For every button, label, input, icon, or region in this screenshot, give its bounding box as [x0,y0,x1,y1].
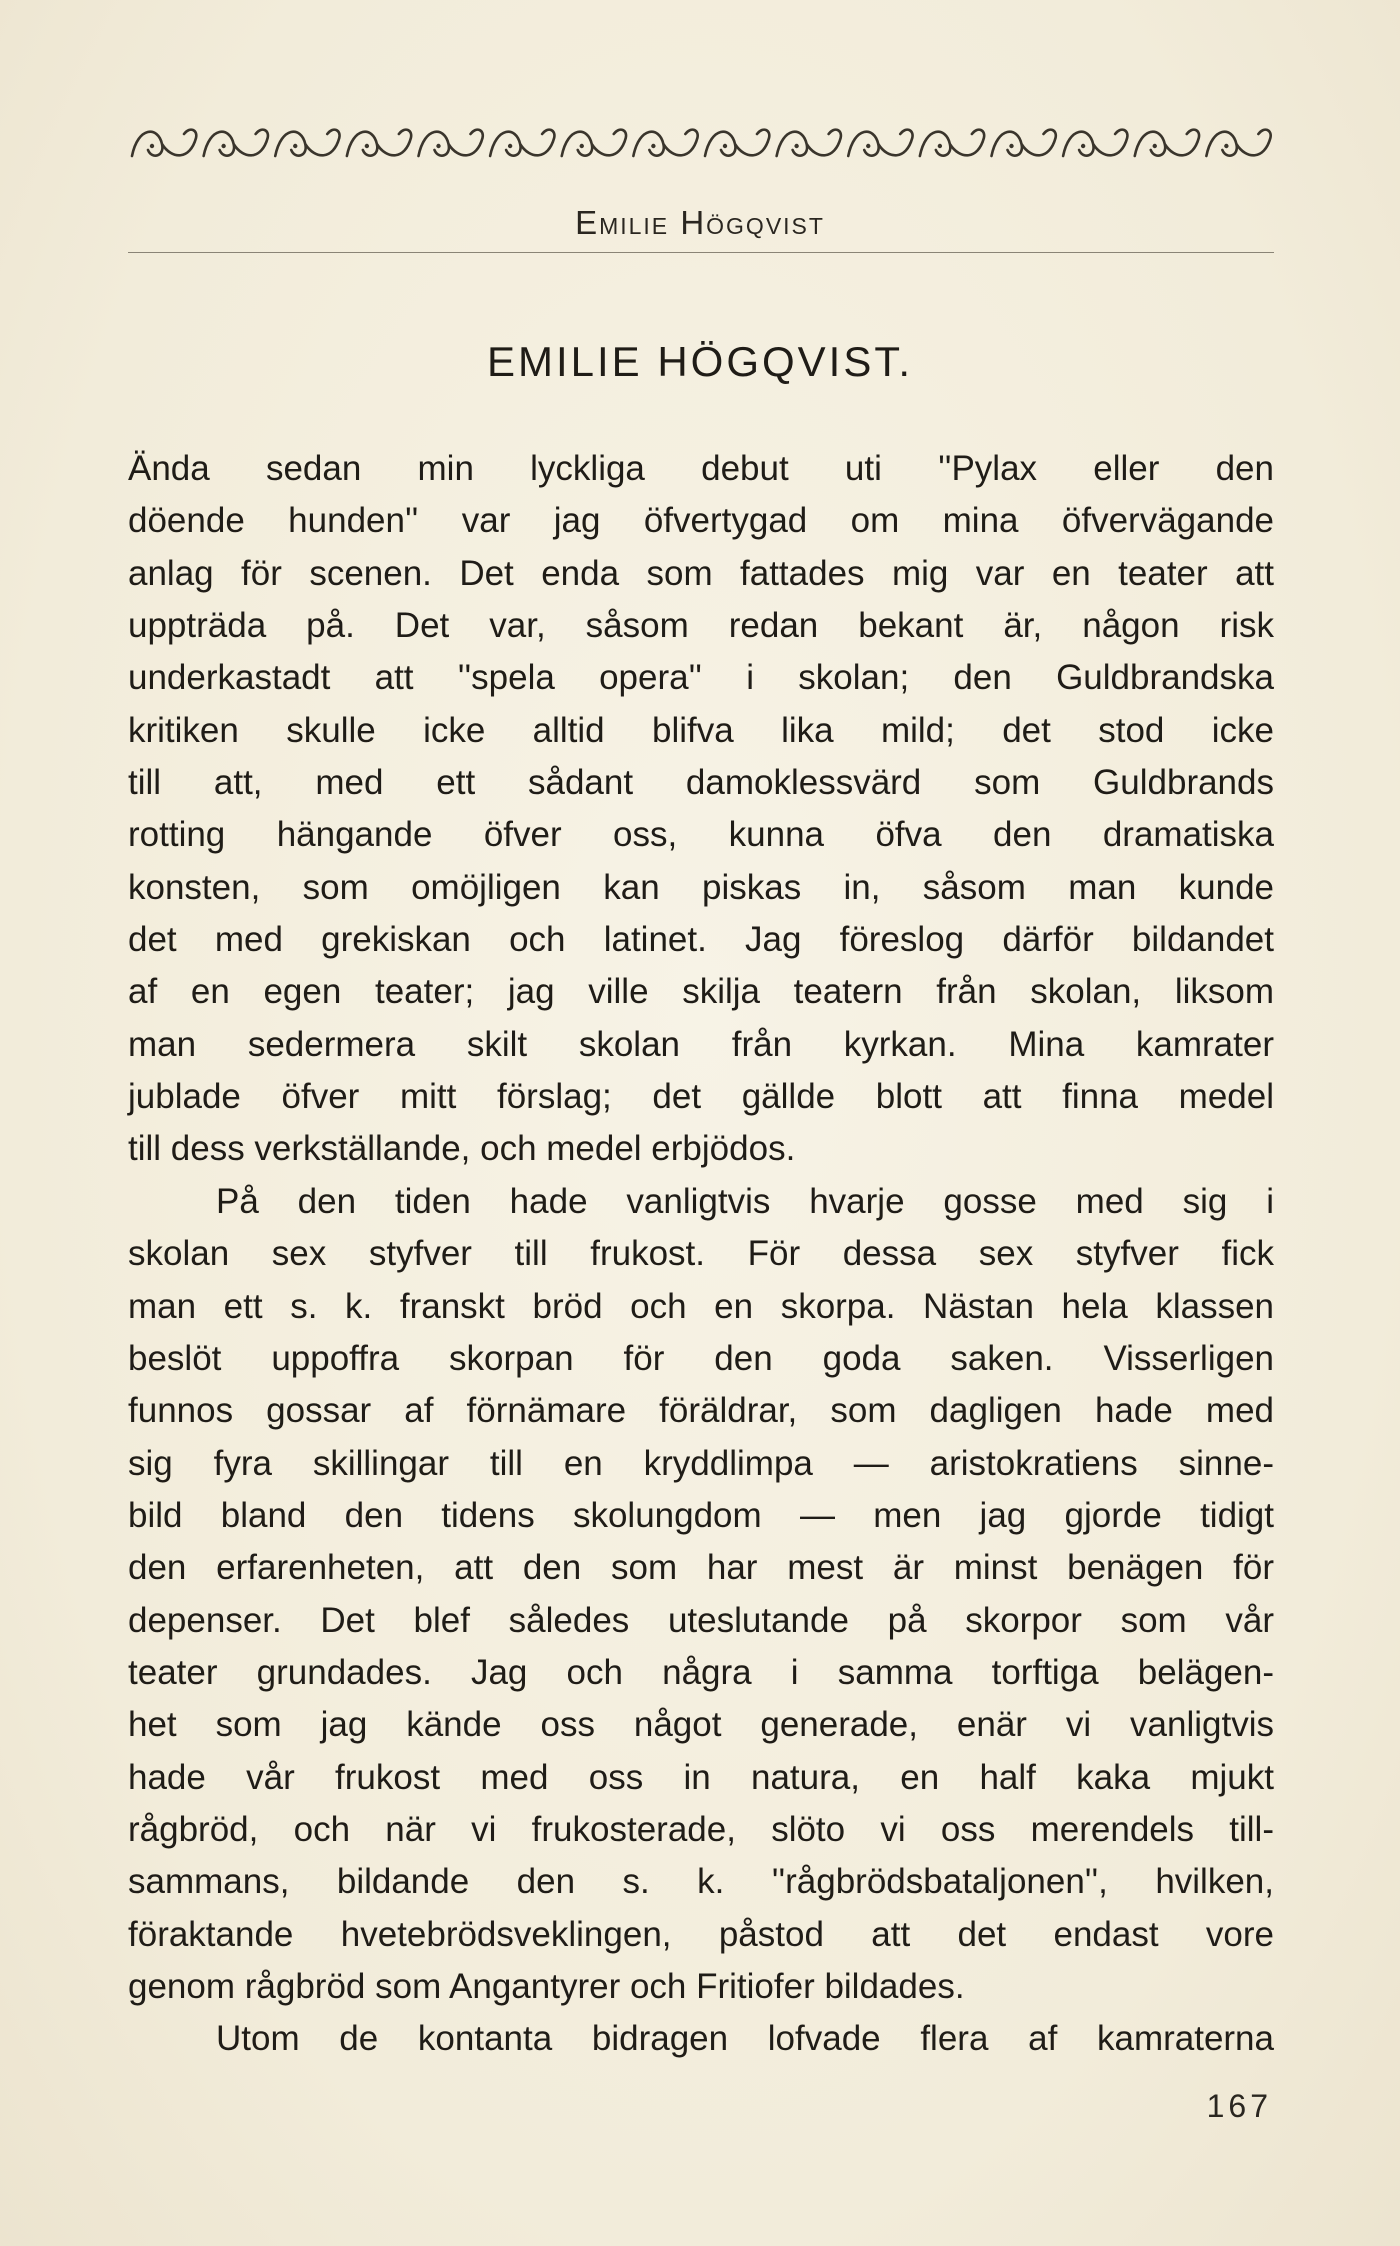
ornament-scroll-unit [562,130,626,156]
text-line: teater grundades. Jag och några i samma torftiga belägen- [128,1652,1274,1692]
ornament-dot [436,144,440,148]
header-rule [128,252,1274,253]
ornament-dot [293,144,297,148]
ornament-dot [580,144,584,148]
ornament-scroll-unit [204,130,268,156]
text-line: På den tiden hade vanligtvis hvarje gosse med sig i [216,1181,1274,1221]
text-line: bild bland den tidens skolungdom — men jag gjorde tidigt [128,1495,1274,1535]
running-head: Emilie Högqvist [575,204,825,241]
ornament-dot [365,144,369,148]
text-line: man sedermera skilt skolan från kyrkan. Mina kamrater [128,1024,1274,1064]
text-line: sammans, bildande den s. k. ''rågbrödsbataljonen'', hvilken, [128,1862,1274,1902]
text-line: depenser. Det blef således uteslutande på skorpor som vår [128,1600,1274,1640]
text-line: till dess verkställande, och medel erbjödos. [128,1129,796,1169]
ornament-scroll-unit [848,130,912,156]
text-line: föraktande hvetebrödsveklingen, påstod att det endast vore [128,1914,1274,1954]
ornament-dot [221,144,225,148]
text-line: rågbröd, och när vi frukosterade, slöto vi oss merendels till- [128,1809,1274,1849]
ornament-dot [723,144,727,148]
text-line: het som jag kände oss något generade, enär vi vanligtvis [128,1705,1274,1745]
text-line: underkastadt att ''spela opera'' i skolan; den Guldbrandska [128,658,1274,698]
ornament-scroll-unit [419,130,483,156]
ornament-scroll-unit [490,130,554,156]
ornament-dot [651,144,655,148]
ornament-dot [1153,144,1157,148]
ornament-scroll-unit [347,130,411,156]
scroll-vine-ornament-icon [128,116,1274,174]
text-line: skolan sex styfver till frukost. För dessa sex styfver fick [128,1234,1274,1274]
ornament-dot [794,144,798,148]
text-line: uppträda på. Det var, såsom redan bekant är, någon risk [128,606,1274,646]
text-line: den erfarenheten, att den som har mest är minst benägen för [128,1548,1274,1588]
ornament-scroll-unit [633,130,697,156]
ornament-dot [1009,144,1013,148]
body-text [128,443,1274,2066]
ornament-dot [150,144,154,148]
text-line: jublade öfver mitt förslag; det gällde blott att finna medel [128,1077,1274,1117]
text-line: anlag för scenen. Det enda som fattades mig var en teater att [128,553,1274,593]
text-line: konsten, som omöjligen kan piskas in, såsom man kunde [128,867,1274,907]
ornament-scroll-unit [275,130,339,156]
text-line: beslöt uppoffra skorpan för den goda saken. Visserligen [128,1338,1274,1378]
ornament-scroll-unit [777,130,841,156]
ornament-dot [508,144,512,148]
ornament-dot [938,144,942,148]
text-line: rotting hängande öfver oss, kunna öfva den dramatiska [128,815,1274,855]
text-line: det med grekiskan och latinet. Jag föreslog därför bildandet [128,920,1274,960]
ornament-scroll-unit [1135,130,1199,156]
text-line: Utom de kontanta bidragen lofvade flera af kamraterna [216,2019,1274,2059]
ornament-scroll-unit [705,130,769,156]
text-line: döende hunden'' var jag öfvertygad om mina öfvervägande [128,501,1274,541]
text-line: hade vår frukost med oss in natura, en half kaka mjukt [128,1757,1274,1797]
page-number: 167 [1206,2088,1272,2124]
text-line: kritiken skulle icke alltid blifva lika mild; det stod icke [128,710,1274,750]
ornament-scroll-unit [1206,130,1270,156]
text-line: funnos gossar af förnämare föräldrar, som dagligen hade med [128,1391,1274,1431]
ornament-scroll-unit [920,130,984,156]
ornament-scroll-unit [992,130,1056,156]
text-line: till att, med ett sådant damoklessvärd som Guldbrands [128,763,1274,803]
ornament-scroll-unit [1063,130,1127,156]
chapter-title: EMILIE HÖGQVIST. [486,338,914,385]
text-line: man ett s. k. franskt bröd och en skorpa. Nästan hela klassen [128,1286,1274,1326]
text-line: Ända sedan min lyckliga debut uti ''Pylax eller den [128,449,1274,488]
text-line: sig fyra skillingar till en kryddlimpa — aristokratiens sinne- [128,1443,1274,1483]
ornament-dot [1224,144,1228,148]
ornament-scroll-unit [132,130,196,156]
ornament-dot [1081,144,1085,148]
text-line: af en egen teater; jag ville skilja teatern från skolan, liksom [128,972,1274,1012]
ornament-dot [866,144,870,148]
text-line: genom rågbröd som Angantyrer och Fritiofer bildades. [128,1966,965,2006]
